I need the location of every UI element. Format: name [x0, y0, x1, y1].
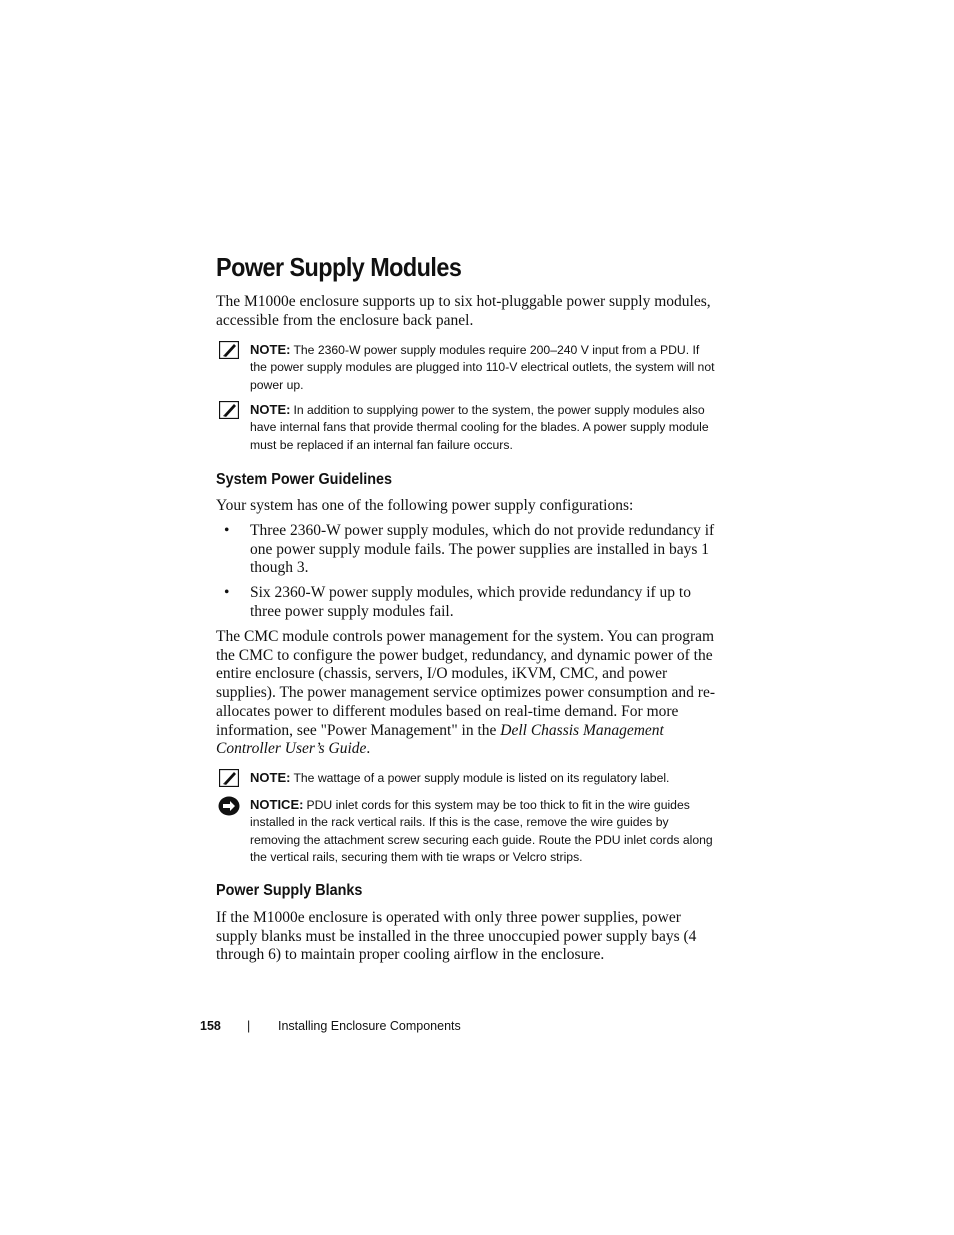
list-item [216, 522, 716, 578]
notice [216, 796, 716, 866]
note-pencil-icon [219, 401, 239, 419]
note-pencil-icon [219, 341, 239, 359]
notice-arrow-icon [218, 796, 240, 816]
power-supply-blanks-paragraph: If the M1000e enclosure is operated with only three power supplies, power supply blanks must be installed in the three unoccupied power supply bays (4 through 6) to maintain proper cooling airflow in the enclosure. [216, 909, 697, 964]
intro-paragraph: The M1000e enclosure supports up to six hot-pluggable power supply modules, accessible from the enclosure back panel. [216, 293, 711, 329]
note-1 [216, 341, 716, 394]
note-text: The wattage of a power supply module is listed on its regulatory label. [293, 771, 670, 785]
notice-text: PDU inlet cords for this system may be too thick to fit in the wire guides installed in the rack vertical rails. If this is the case, remove the wire guides by removing the attachment screw securing each guide. Route the PDU inlet cords along the vertical rails, securing them with tie wraps or Velcro strips. [250, 798, 713, 864]
chapter-title: Installing Enclosure Components [278, 1019, 461, 1033]
bullet-icon: • [224, 522, 230, 539]
list-item-text: Six 2360-W power supply modules, which provide redundancy if up to three power supply modules fail. [250, 584, 691, 620]
page-number: 158 [200, 1019, 221, 1033]
note-label: NOTE: [250, 770, 291, 785]
section1-lead: Your system has one of the following power supply configurations: [216, 497, 634, 514]
list-item-text: Three 2360-W power supply modules, which do not provide redundancy if one power supply module fails. The power supplies are installed in bays 1 though 3. [250, 522, 715, 577]
bullet-icon: • [224, 584, 230, 601]
footer-separator: | [247, 1019, 251, 1033]
paragraph-end: . [366, 740, 371, 758]
paragraph-text: The CMC module controls power management for the system. You can program the CMC to configure the power budget, redundancy, and dynamic power of the entire enclosure (chassis, servers, I/O modules, iKVM, CMC, and power supplies). The power management service optimizes power consumption and re-allocates power to different modules based on real-time demand. For more information, see "Power Management" in the [216, 628, 716, 739]
power-management-paragraph [216, 628, 716, 759]
section-heading-system-power: System Power Guidelines [216, 471, 393, 488]
note-pencil-icon [219, 769, 239, 787]
section-heading-power-supply-blanks: Power Supply Blanks [216, 882, 363, 899]
note-3 [216, 769, 716, 787]
note-text: The 2360-W power supply modules require 200–240 V input from a PDU. If the power supply modules are plugged into 110-V electrical outlets, the system will not power up. [250, 343, 715, 392]
page-title: Power Supply Modules [216, 252, 462, 282]
note-2 [216, 401, 716, 454]
note-text: In addition to supplying power to the system, the power supply modules also have internal fans that provide thermal cooling for the blades. A power supply module must be replaced if an internal fan failure occurs. [250, 403, 709, 452]
note-label: NOTE: [250, 402, 291, 417]
guide-title: Dell Chassis Management Controller User’s Guide [216, 721, 664, 758]
notice-label: NOTICE: [250, 797, 304, 812]
list-item [216, 584, 716, 621]
note-label: NOTE: [250, 342, 291, 357]
